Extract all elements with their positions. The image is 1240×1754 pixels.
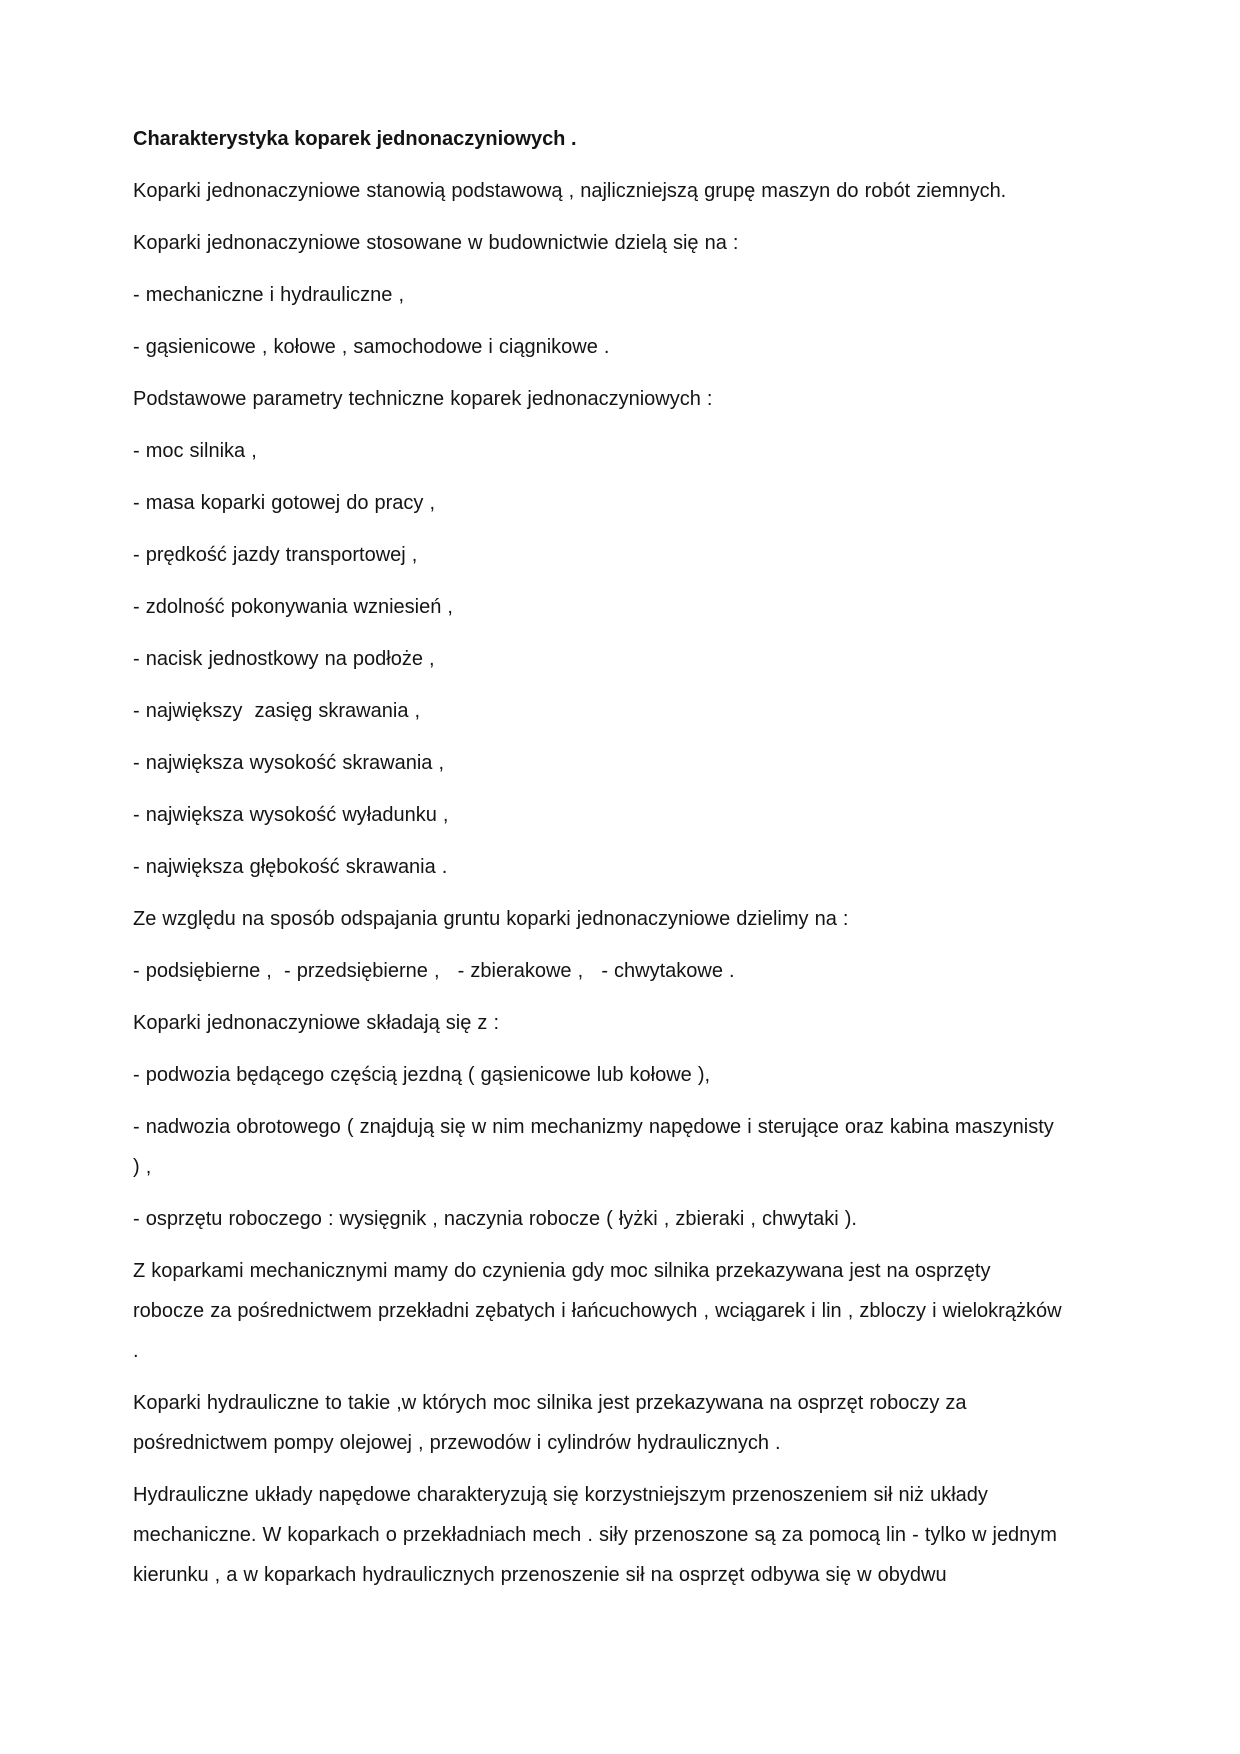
list-item-line: - podsiębierne , - przedsiębierne , - zbierakowe , - chwytakowe .	[133, 960, 735, 982]
list-item-line: - gąsienicowe , kołowe , samochodowe i ciągnikowe .	[133, 336, 610, 358]
paragraph: Podstawowe parametry techniczne koparek jednonaczyniowych :	[133, 388, 713, 410]
list-item-line: - nacisk jednostkowy na podłoże ,	[133, 648, 435, 670]
paragraph: Koparki jednonaczyniowe składają się z :	[133, 1012, 500, 1034]
paragraph: Ze względu na sposób odspajania gruntu koparki jednonaczyniowe dzielimy na :	[133, 908, 849, 930]
list-item-line: - moc silnika ,	[133, 440, 257, 462]
paragraph: Koparki jednonaczyniowe stosowane w budownictwie dzielą się na :	[133, 232, 739, 254]
paragraph: Koparki hydrauliczne to takie ,w których moc silnika jest przekazywana na osprzęt roboczy za pośrednictwem pompy olejowej , przewodów i cylindrów hydraulicznych .	[133, 1392, 973, 1454]
list-item-line: - największa wysokość skrawania ,	[133, 752, 444, 774]
list-item-line: - mechaniczne i hydrauliczne ,	[133, 284, 405, 306]
list-item-line: - największa głębokość skrawania .	[133, 856, 448, 878]
list-item-line: - masa koparki gotowej do pracy ,	[133, 492, 436, 514]
paragraph: Koparki jednonaczyniowe stanowią podstawową , najliczniejszą grupę maszyn do robót ziemnych.	[133, 180, 1007, 202]
list-item-line: - podwozia będącego częścią jezdną ( gąsienicowe lub kołowe ),	[133, 1064, 711, 1086]
list-item-line: - prędkość jazdy transportowej ,	[133, 544, 418, 566]
list-item-line: - osprzętu roboczego : wysięgnik , naczynia robocze ( łyżki , zbieraki , chwytaki ).	[133, 1208, 857, 1230]
list-item-line: - nadwozia obrotowego ( znajdują się w nim mechanizmy napędowe i sterujące oraz kabina maszynisty ) ,	[133, 1116, 1060, 1178]
paragraph: Hydrauliczne układy napędowe charakteryzują się korzystniejszym przenoszeniem sił niż układy mechaniczne. W koparkach o przekładniach mech . siły przenoszone są za pomocą lin - tylko w jednym kierunku , a w koparkach hydraulicznych przenoszenie sił na osprzęt odbywa się w obydwu	[133, 1484, 1064, 1586]
paragraph: Z koparkami mechanicznymi mamy do czynienia gdy moc silnika przekazywana jest na osprzęty robocze za pośrednictwem przekładni zębatych i łańcuchowych , wciągarek i lin , zbloczy i wielokrążków .	[133, 1260, 1068, 1362]
list-item-line: - największy zasięg skrawania ,	[133, 700, 421, 722]
list-item-line: - zdolność pokonywania wzniesień ,	[133, 596, 453, 618]
list-item-line: - największa wysokość wyładunku ,	[133, 804, 449, 826]
document-content	[133, 119, 1068, 1595]
document-title: Charakterystyka koparek jednonaczyniowych .	[133, 128, 577, 150]
